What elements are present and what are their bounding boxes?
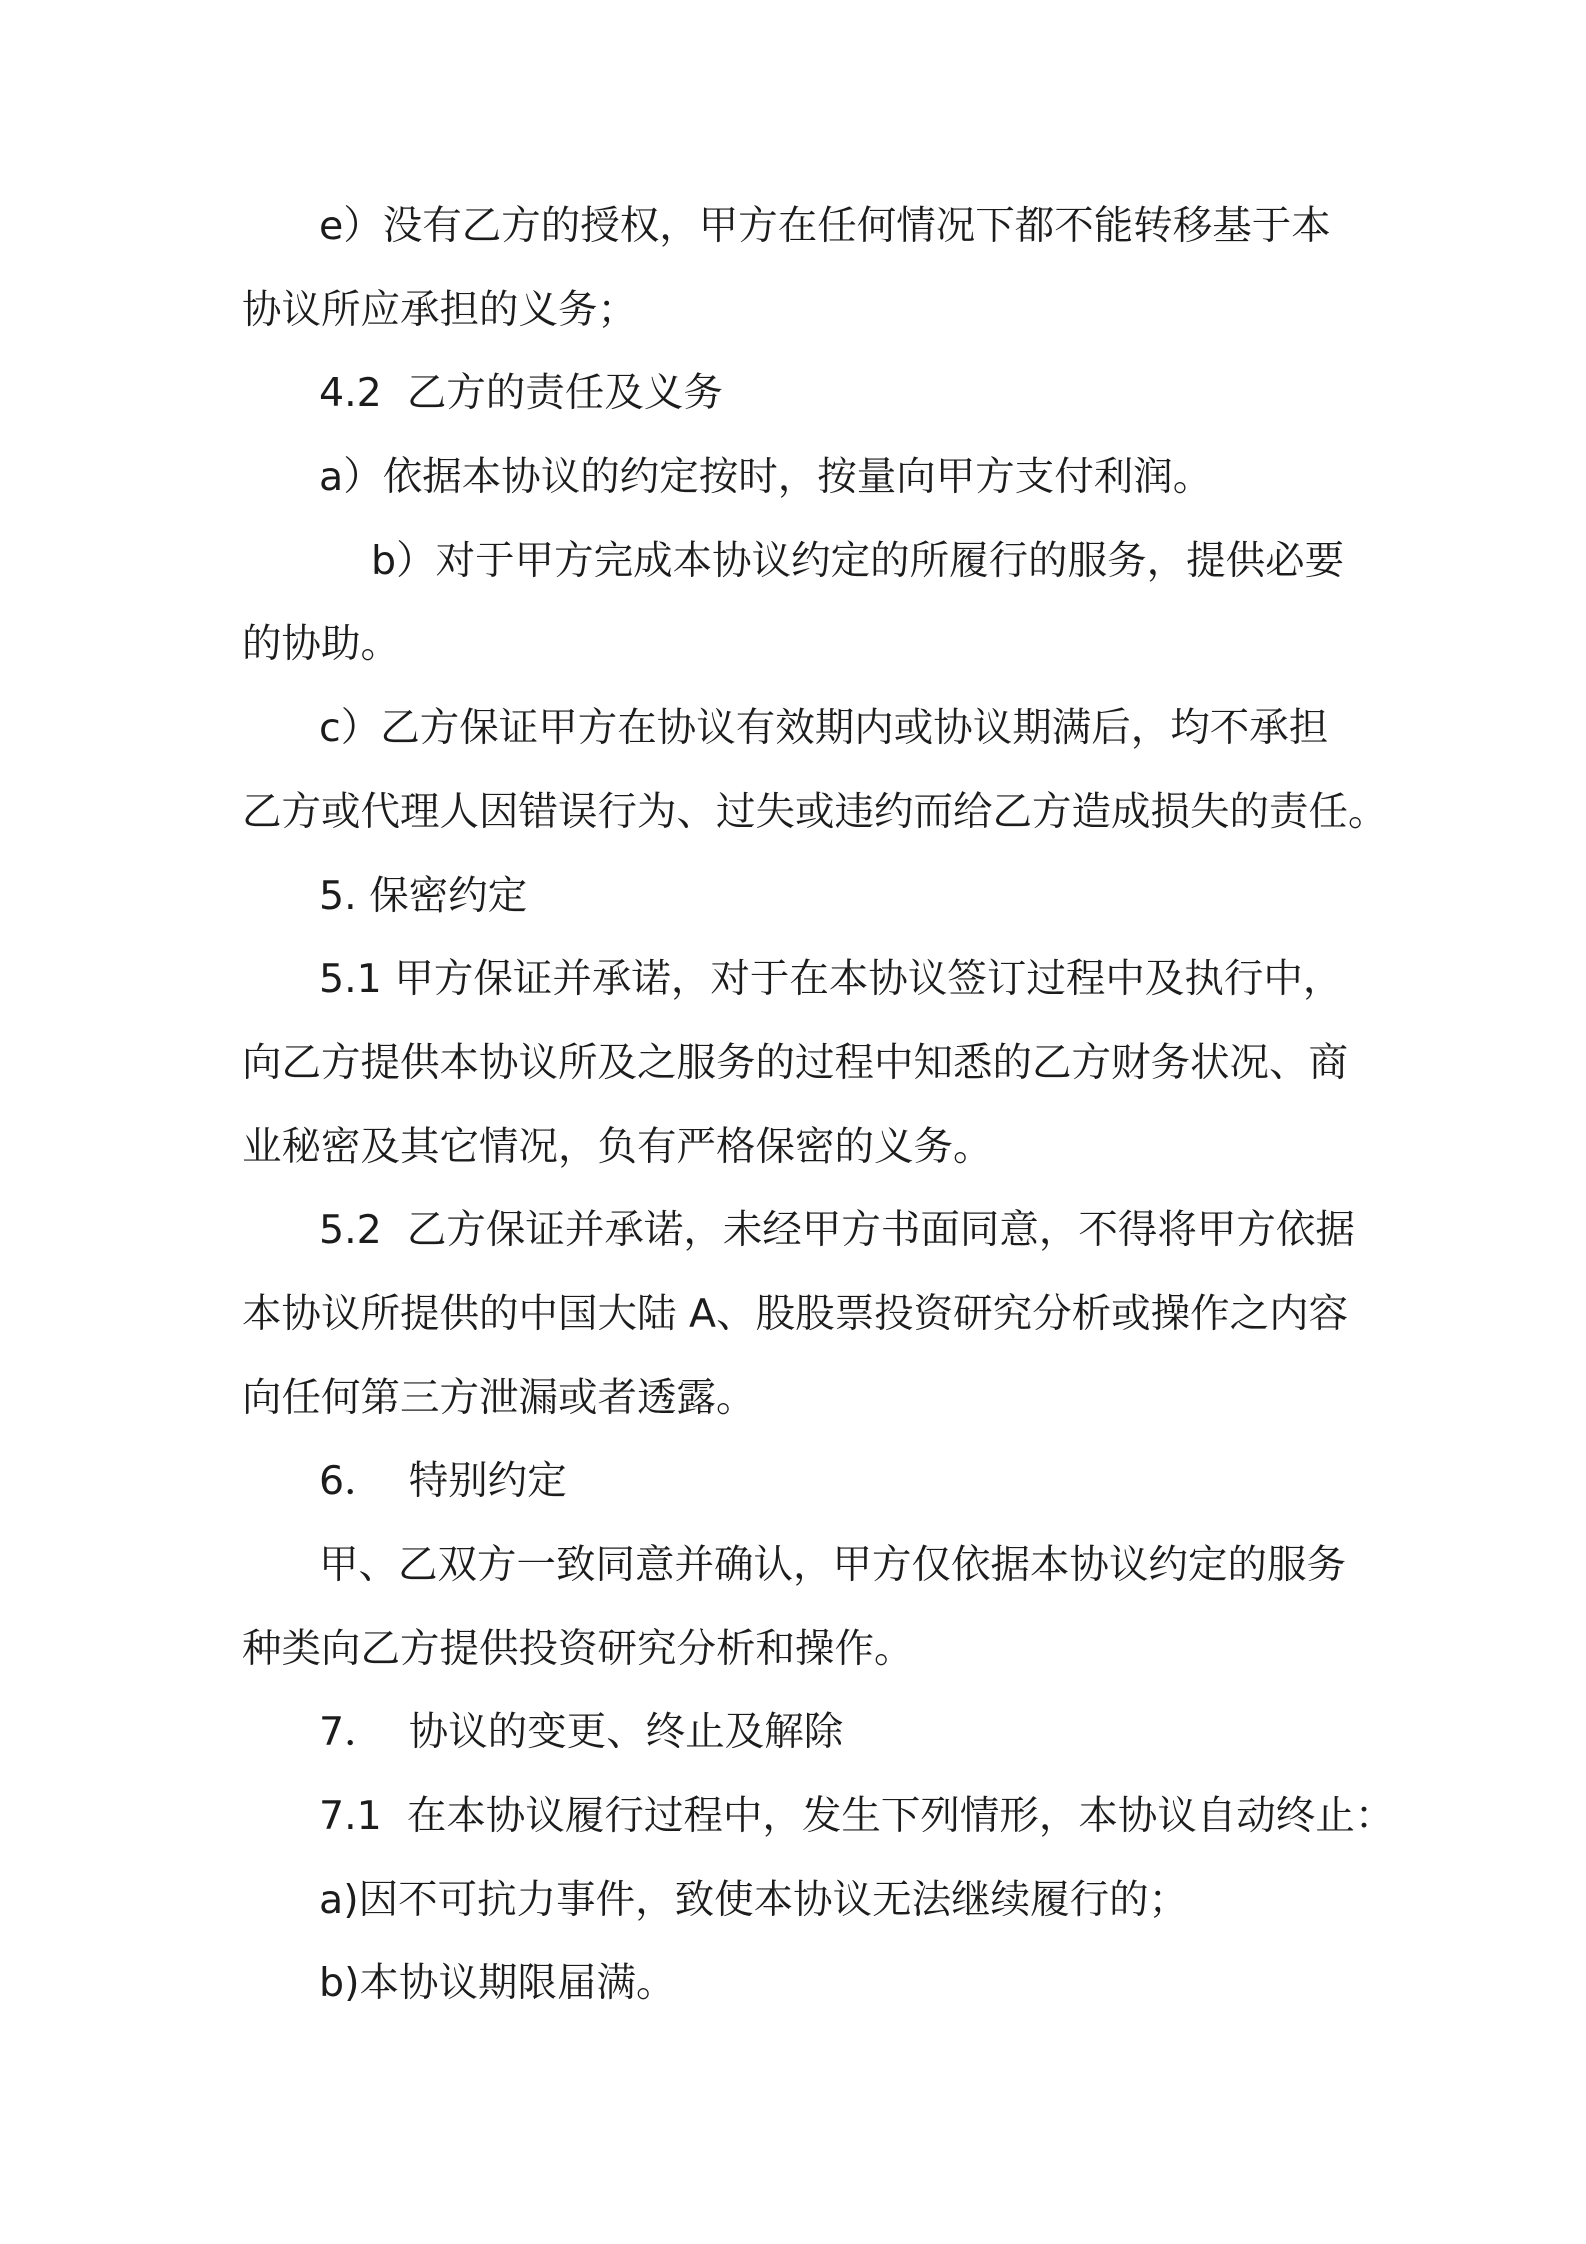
document-line: b)本协议期限届满。 (319, 1960, 676, 2007)
section-heading: 7． 协议的变更、终止及解除 (319, 1709, 844, 1756)
clause-4-2-b (242, 520, 1422, 687)
document-line: 7.1 在本协议履行过程中，发生下列情形，本协议自动终止： (319, 1793, 1395, 1840)
clause-7-1 (242, 1775, 1422, 1859)
clause-5-2 (242, 1189, 1422, 1440)
document-line: 本协议所提供的中国大陆 A、股股票投资研究分析或操作之内容 (242, 1290, 1349, 1337)
document-line: e）没有乙方的授权，甲方在任何情况下都不能转移基于本 (319, 203, 1331, 249)
heading-6 (242, 1440, 1422, 1524)
clause-4-2-a (242, 436, 1422, 520)
document-line: 协议所应承担的义务； (242, 286, 637, 333)
heading-4-2 (242, 352, 1422, 436)
document-line: 甲、乙双方一致同意并确认，甲方仅依据本协议约定的服务 (319, 1542, 1346, 1588)
clause-5-1 (242, 938, 1422, 1189)
clause-7-1-a (242, 1859, 1422, 1943)
document-line: 乙方或代理人因错误行为、过失或违约而给乙方造成损失的责任。 (242, 788, 1388, 835)
document-line: 5.1 甲方保证并承诺，对于在本协议签订过程中及执行中， (319, 956, 1343, 1003)
document-line: 种类向乙方提供投资研究分析和操作。 (242, 1625, 914, 1672)
heading-5 (242, 855, 1422, 939)
clause-7-1-b (242, 1942, 1422, 2026)
heading-7 (242, 1691, 1422, 1775)
clause-4-2-c (242, 687, 1422, 854)
document-line: 业秘密及其它情况，负有严格保密的义务。 (242, 1123, 993, 1170)
document-line: 向乙方提供本协议所及之服务的过程中知悉的乙方财务状况、商 (242, 1039, 1348, 1086)
clause-6 (242, 1524, 1422, 1691)
document-line: b）对于甲方完成本协议约定的所履行的服务，提供必要 (371, 537, 1345, 584)
section-heading: 4.2 乙方的责任及义务 (319, 370, 723, 417)
section-heading: 5. 保密约定 (319, 872, 528, 919)
document-line: a)因不可抗力事件，致使本协议无法继续履行的； (319, 1876, 1189, 1923)
document-line: 5.2 乙方保证并承诺，未经甲方书面同意，不得将甲方依据 (319, 1207, 1355, 1254)
clause-4-1-e (242, 185, 1422, 352)
document-line: 向任何第三方泄漏或者透露。 (242, 1374, 756, 1421)
document-body (242, 185, 1422, 2026)
section-heading: 6． 特别约定 (319, 1458, 567, 1505)
document-line: a）依据本协议的约定按时，按量向甲方支付利润。 (319, 454, 1213, 501)
document-line: c）乙方保证甲方在协议有效期内或协议期满后，均不承担 (319, 705, 1329, 752)
document-line: 的协助。 (242, 621, 400, 668)
